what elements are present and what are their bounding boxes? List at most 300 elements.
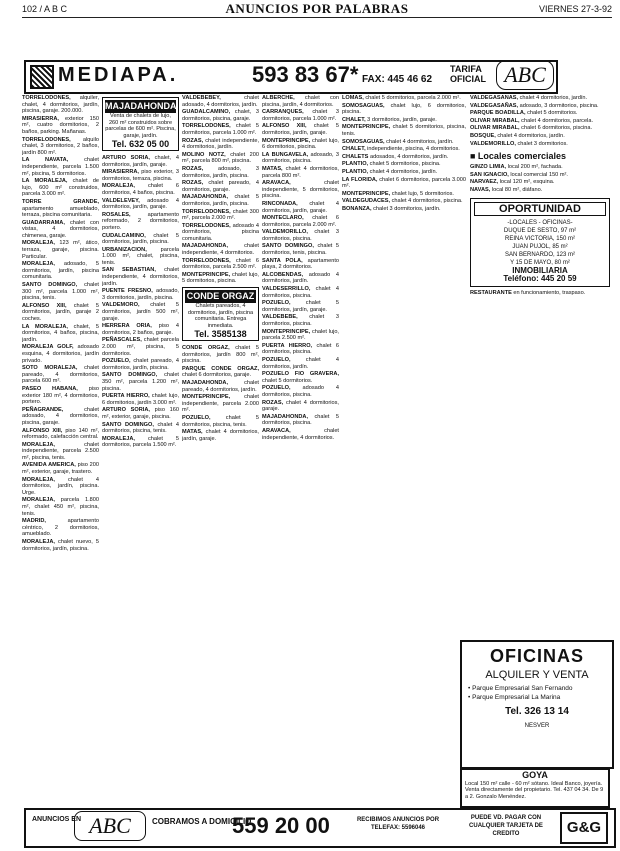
abc-logo: ABC [496,60,554,90]
ad-text: en funcionamiento, traspaso. [513,289,586,296]
ad-text: adosado 4 dormitorios, jardín. [262,271,339,285]
ad-heading: ARAVACA, [262,180,325,187]
classified-ad [182,152,259,165]
classified-ad [262,243,339,256]
ad-heading: MORALEJA, [102,435,148,442]
ad-text: chalet independiente, 4 dormitorios. [182,243,259,257]
display-ad-box [182,287,259,341]
ad-heading: MAJADAHONDA, [182,194,235,201]
banner-fax: FAX: 445 46 62 [362,74,433,85]
column-3 [182,95,259,775]
classified-ad [102,407,179,420]
display-ad-box [102,97,179,151]
ad-text: chalet lujo, parcela 2.500 m². [262,328,339,342]
classified-ad [262,286,339,299]
oficinas-subtitle: ALQUILER Y VENTA [485,669,589,681]
ad-heading: ROZAS, [182,180,209,187]
ad-text: adosado esquina, 4 dormitorios, jardín privado. [22,344,99,364]
ad-text: exterior 150 m², cuatro dormitorios, 2 baños, parking. Mañanas. [22,115,99,135]
classified-ad [262,428,339,441]
ad-heading: MONTEPRINCIPE, [342,124,393,131]
ad-heading: POZUELO, [262,385,303,392]
ad-heading: MORALEJA, [22,497,61,504]
classified-ad [102,288,179,301]
classified-ad [262,343,339,356]
ad-text: chalet 4 dormitorios, parcela 800 m². [262,165,339,179]
ad-text: chalet 5 dormitorios, piscina. [262,413,339,427]
classified-ad [262,300,339,313]
ad-heading: ROZAS, [182,165,218,172]
ad-heading: ROSALES, [102,211,148,218]
classified-ad [102,436,179,449]
ad-heading: VALDELEVEY, [102,197,148,204]
classified-ad [102,198,179,211]
ad-heading: MATAS, [262,165,286,172]
ad-text: chalet adosado, 4 dormitorios, jardín. [182,95,259,108]
ad-heading: MORALEJA, [22,476,68,483]
ad-heading: POZUELO, [262,300,306,307]
ad-heading: MIRASIERRA, [22,115,65,122]
ad-heading: MONTECLARO, [262,215,313,222]
ad-heading: MOLINO NOTZ, [182,151,231,158]
ad-text: chalet 3 dormitorios, piscina. [262,229,339,242]
ad-heading: MORALEJA GOLF, [22,344,78,351]
ad-text: chalet 3 dormitorios. [517,140,568,147]
ad-heading: POZUELO, [262,356,306,363]
ad-text: chalet 6 dormitorios, parcela 3.000 m². [342,176,466,190]
ad-text: chalet 6 dormitorios, parcela 2.500 m². [182,257,259,271]
classified-ad [182,366,259,379]
ad-heading: POZUELO, [182,414,226,421]
ad-heading: LA FLORIDA, [342,176,380,183]
classified-ad [470,110,610,117]
cobramos-label: COBRAMOS A DOMICILIO [152,817,252,826]
ad-text: chalet 300 m², parcela 1.000 m², piscina, tenis. [22,282,99,302]
ad-heading: PUERTA HIERRO, [102,393,152,400]
ad-heading: SANTO DOMINGO, [22,282,85,289]
footer-phone: 559 20 00 [232,813,330,838]
ad-text: adosado, 3 dormitorios, jardín, piscina. [102,288,179,301]
ad-text: chalet 5 dormitorios, piscina, tenis. [182,414,259,428]
ad-heading: CHALETS [342,153,370,160]
ad-text: chalet 300 m², parcela 2.000 m². [182,208,259,222]
classified-ad [22,462,99,475]
classified-ad [262,329,339,342]
ad-text: chalet 5 dormitorios. [262,377,313,384]
ad-heading: MONTEPRINCIPE, [182,271,232,278]
ad-text: chalet pareado, 4 dormitorios, parcela 600 m². [22,365,99,385]
column-1 [22,95,99,775]
classified-ad [22,365,99,385]
ad-heading: ALFONSO XIII, [22,427,66,434]
ad-heading: SANTO DOMINGO, [262,243,318,250]
oportunidad-line: Y 15 DE MAYO, 80 m² [510,259,570,266]
classified-ad [342,103,466,116]
ad-heading: MORALEJA, [22,539,59,545]
classified-ad [22,497,99,517]
mediapa-logo-icon [30,65,54,89]
box-phone: Tel. 632 05 00 [111,139,170,150]
classified-ad [102,212,179,232]
classified-ad [342,117,466,124]
ad-text: parcela 1.800 m², chalet 450 m², piscina, tenis. [22,497,99,517]
ad-text: piso 160 m², exterior, garaje, piscina. [102,407,179,420]
ad-text: chalet 4 dormitorios, jardín. [519,95,588,101]
oportunidad-sub: -LOCALES - OFICINAS- [507,219,573,226]
classified-ad [262,215,339,228]
oportunidad-line: SAN BERNARDO, 123 m² [504,251,576,258]
classified-ad [470,187,610,194]
ad-heading: SAN SEBASTIAN, [102,267,165,274]
classified-ad [262,180,339,200]
ad-heading: NARVAEZ, [470,179,500,186]
classified-ad [22,157,99,177]
ad-text: chalet 5 dormitorios, jardín, garaje. [262,123,339,136]
ad-heading: URBANIZACION, [102,246,161,253]
ad-text: chalet 5 dormitorios, jardín, piscina. [102,232,179,246]
classified-ad [470,133,610,140]
goya-text: Local 150 m² calle - 60 m² sótano. Ideal Banco, joyería. Venta directamente del propietario. Tel. 437 04 34. De 9 a 2. Gonzalo Menéndez. [465,780,604,800]
section-locales: ■ Locales comerciales [470,151,566,162]
ad-text: chalet 5 dormitorios, jardín 500 m², garaje. [102,302,179,322]
classified-ad [102,267,179,287]
ad-heading: AVENIDA AMERICA, [22,462,78,469]
classified-ad [470,95,610,102]
classified-ad [22,518,99,538]
ad-heading: ARTURO SORIA, [102,407,155,414]
ad-text: chalet con vistas, 4 dormitorios, chimenea, garaje. [22,219,99,239]
ad-heading: LA MORALEJA, [22,178,73,185]
classified-ad [342,124,466,137]
classified-ad [470,164,610,171]
ad-text: apartamento reformado, 2 dormitorios, portero. [102,211,179,231]
classified-ad [470,141,610,148]
classified-ad [102,323,179,336]
oportunidad-line: JUAN PUJOL, 85 m² [512,243,568,250]
ad-text: chalet independiente, 5 dormitorios, piscina. [262,180,339,200]
ad-heading: MAJADAHONDA, [182,379,245,386]
ad-text: apartamento playa, 2 dormitorios. [262,257,339,271]
classified-ad [470,125,610,132]
ad-heading: SOTO MORALEJA, [22,365,85,372]
ad-text: chalet lujo, 5 dormitorios. [391,190,454,197]
ad-heading: POZUELO FIO GRAVERA, [262,371,339,378]
classified-ad [262,229,339,242]
classified-ad [22,386,99,406]
classified-ad [182,394,259,414]
ad-text: chalet, 3 dormitorios, piscina, garaje. [182,109,259,122]
ad-text: chalet 5 dormitorios, parcela 2.000 m². [365,95,461,101]
ad-text: local 120 m², esquina. [499,179,555,186]
ad-heading: LA BUNGAVELA, [262,151,311,158]
ad-heading: TORRELODONES, [182,257,236,264]
ad-text: chalet 4 dormitorios, piscina. [391,198,463,205]
classified-ad [102,155,179,168]
classified-ad [342,206,466,213]
classified-ad [182,123,259,136]
classified-ad [262,95,339,108]
ad-text: chalet 4 dormitorios, jardín, garaje. [182,429,259,442]
classified-ad [470,172,610,179]
ad-heading: GUADALCAMINO, [182,109,235,116]
classified-ad [470,118,610,125]
ad-text: chalet pareado, 4 dormitorios, jardín, piscina. [102,358,179,371]
ad-text: chalet lujo, 6 dormitorios, jardín 3.000 m². [102,393,179,406]
ad-text: chalet 6 dormitorios, garaje. [182,372,252,379]
ad-text: chalet 4 dormitorios, jardín. [369,168,438,175]
issue-date: VIERNES 27-3-92 [538,4,612,14]
ad-text: chalet con piscina, jardín, 4 dormitorios. [262,95,339,108]
ad-heading: NAVAS, [470,186,492,193]
ad-heading: SAN IGNACIO, [470,171,511,178]
classified-ad [22,178,99,198]
bullet-icon: • Parque Empresarial San Fernando [468,685,573,692]
ad-heading: LA NAVATA, [22,157,85,164]
classified-ad [22,539,99,552]
classified-ad [262,138,339,151]
ad-text: chalet 4 dormitorios, piscina, tenis. [102,421,179,435]
classified-ad [102,393,179,406]
gg-logo: G&G [560,812,608,844]
ad-heading: MIRASIERRA, [102,169,142,176]
ad-heading: GUADARRAMA, [22,219,70,226]
classified-ad [102,233,179,246]
classified-ad [22,95,99,115]
goya-title: GOYA [522,770,548,780]
oficinas-ad [460,640,614,769]
box-title: CONDE ORGAZ [186,291,255,302]
ad-text: chalet 4 dormitorios, jardín, piscina. Urge. [22,476,99,496]
ad-heading: MORALEJA, [102,183,148,190]
classified-ad [182,380,259,393]
ad-text: chalet 350 m², parcela 1.200 m², piscina. [102,372,179,392]
classified-ad [22,407,99,427]
goya-ad [460,768,610,808]
ad-text: adosado, 3 dormitorios, jardín, piscina. [182,165,259,179]
ad-text: chalet independiente, 4 dormitorios. [262,427,339,441]
classified-ad [182,415,259,428]
ad-heading: VALDEMORILLO, [470,140,518,147]
ad-text: adosado 4 dormitorios, piscina. [262,385,339,398]
ad-text: chalet 5 dormitorios. [527,110,578,117]
oportunidad-ad [470,198,610,287]
classified-ad [22,199,99,219]
ad-text: chalet 5 dormitorios, parcela 1.000 m². [182,123,259,136]
classified-ad [182,180,259,193]
classified-ad [342,95,466,102]
classified-ad [22,428,99,441]
classified-ad [182,223,259,243]
bullet-icon: • Parque Empresarial La Marina [468,694,561,701]
ad-text: apartamento amueblado, terraza, piscina comunitaria. [22,205,99,219]
classified-ad [342,161,466,168]
ad-text: adosado 4 dormitorios, jardín, garaje. [102,197,179,211]
ad-text: adosado, 5 dormitorios, jardín, piscina comunitaria. [22,261,99,281]
ad-heading: SANTO DOMINGO, [102,372,165,379]
ad-heading: PLANTIO, [342,168,370,175]
classified-ad [22,324,99,344]
ad-heading: VALDEGASAÑAS, [470,102,520,109]
ad-heading: MORALEJA, [22,441,85,448]
ad-text: chalet 5 dormitorios, jardín, garaje 2 coches. [22,302,99,322]
box-text: Venta de chalets de lujo, 260 m² construidos sobre parcelas de 600 m². Piscina, garaje, jardín. [105,113,176,139]
ad-heading: VALDEGUDACES, [342,198,392,205]
ad-heading: VALDEBEBEY, [182,95,245,101]
ad-text: chalet 4 dormitorios, garaje. [262,399,339,413]
classified-ad [102,302,179,322]
ad-heading: TORRELODONES, [182,222,233,229]
ad-text: independiente, piscina, 4 dormitorios. [367,146,460,153]
classified-ad [342,169,466,176]
ad-heading: SANTO DOMINGO, [102,421,158,428]
ad-text: chalet 5 dormitorios, piscina, tenis. [342,124,466,137]
classified-ad [102,169,179,182]
classified-ad [262,357,339,370]
anuncios-label: ANUNCIOS EN [32,816,82,823]
classified-ad [182,429,259,442]
ad-heading: CUDALCAMINO, [102,232,154,239]
classified-ad [342,198,466,205]
ad-text: chalet 5 dormitorios, jardín, garaje. [262,300,339,313]
ad-heading: MONTEPRINCIPE, [262,137,312,144]
ad-heading: PEÑAGRANDE, [22,406,85,413]
ad-text: piso 4 dormitorios, 2 baños, garaje. [102,323,179,336]
ad-text: chalet nuevo, 5 dormitorios, jardín, piscina. [22,539,99,552]
box-title: MAJADAHONDA [105,101,177,111]
classified-ad [22,240,99,260]
ad-heading: LOMAS, [342,95,366,101]
ad-heading: ALFONSO XIII, [262,123,314,130]
ad-heading: SOMOSAGUAS, [342,102,391,109]
classified-ad [262,258,339,271]
ad-heading: MONTEPRINCIPE, [262,328,312,335]
classified-ad [182,95,259,108]
ad-heading: TORRE GRANDE, [22,198,99,205]
box-text: Chalets pareados, 4 dormitorios, jardín, piscina comunitaria. Entrega inmediata. [187,303,254,329]
classified-ad [262,371,339,384]
ad-heading: PASEO HABANA, [22,385,89,392]
classified-ad [22,137,99,157]
classified-ad [102,337,179,357]
ad-text: piso exterior 180 m², 4 dormitorios, portero. [22,385,99,406]
ad-heading: POZUELO, [102,358,134,365]
ad-text: adosado, 3 dormitorios, piscina. [262,151,339,165]
classified-ad [470,290,610,297]
classified-ad [22,116,99,136]
ad-heading: ARAVACA, [262,427,325,434]
ad-text: chalet independiente, parcela 1.500 m², piscina, 5 dormitorios. [22,157,99,177]
banner-phone: 593 83 67* [252,62,359,87]
classified-ad [262,201,339,214]
ad-heading: PEÑASCALES, [102,337,144,344]
ad-text: chalet lujo, 6 dormitorios, piscina. [342,102,466,116]
ad-heading: TORRELODONES, [182,208,233,215]
ad-heading: PARQUE BOADILLA, [470,110,528,117]
ad-heading: BONANZA, [342,205,374,212]
ad-heading: CHALET, [342,116,368,123]
column-2 [102,95,179,775]
ad-heading: PUERTA HIERRO, [262,342,317,349]
ad-text: alquilo chalet, 3 dormitorios, 2 baños, jardín 800 m². [22,136,99,156]
ad-text: adosado 4 dormitorios, piscina comunitaria. [182,222,259,242]
oficinas-bullets [468,684,606,702]
classified-ad [342,154,466,161]
classified-ad [182,272,259,285]
ad-text: adosados, 4 dormitorios, jardín. [369,153,449,160]
ad-heading: ALBERCHE, [262,95,305,101]
ad-text: chalet 6 dormitorios, 4 baños, piscina. [102,183,179,196]
classified-ad [182,209,259,222]
ad-heading: MORALEJA, [22,261,64,268]
classified-ad [182,166,259,179]
classified-ad [262,414,339,427]
ad-heading: MONTEPRINCIPE, [342,190,392,197]
ad-heading: TORRELODONES, [22,136,83,143]
ad-text: chalet 3 dormitorios, parcela 1.000 m². [262,109,339,122]
ad-text: chalet independiente, parcela 2.000 m². [182,394,259,414]
ad-text: chalet pareado, 4 dormitorios, garaje. [182,180,259,193]
ad-heading: MATAS, [182,429,206,436]
classified-ad [342,191,466,198]
classified-ad [22,344,99,364]
classified-ad [22,303,99,323]
page-number: 102 / A B C [22,4,68,14]
classified-ad [182,109,259,122]
ad-text: chalet independiente, parcela 2.500 m², piscina, tenis. [22,441,99,461]
oportunidad-title: OPORTUNIDAD [474,202,606,216]
classified-ad [470,103,610,110]
ad-heading: GINZO LIMIA, [470,164,508,171]
ad-heading: ROZAS, [262,399,286,406]
classified-ad [182,194,259,207]
classified-ad [182,258,259,271]
ad-text: chalet 5 dormitorios, jardín, piscina. [182,194,259,207]
ad-heading: PARQUE CONDE ORGAZ, [182,365,259,372]
classified-ad [102,183,179,196]
ad-text: adosado, 3 dormitorios, piscina. [519,102,599,109]
ad-text: chalet 3 dormitorios, jardín. [373,205,441,212]
mediapa-banner [24,60,558,94]
ad-heading: CARRANQUES, [262,109,313,116]
ad-text: chalet 5 dormitorios, jardín 800 m², piscina. [182,345,259,365]
credit-card-label: PUEDE VD. PAGAR CON CUALQUIER TARJETA DE CREDITO [469,815,543,837]
classified-ad [22,442,99,462]
classified-ad [22,477,99,497]
ad-text: chalet 4 dormitorios, jardín, garaje. [262,200,339,214]
oportunidad-phone: Teléfono: 445 20 59 [503,273,577,283]
column-5 [342,95,466,775]
telefax-label: RECIBIMOS ANUNCIOS POR TELEFAX: 5596046 [356,817,440,831]
ad-heading: VALDESERRILLO, [262,286,316,293]
column-4 [262,95,339,775]
ad-heading: VALDEMORILLO, [262,229,315,236]
ad-heading: VALDEMORO, [102,302,151,309]
ad-text: chalet 3 dormitorios, piscina. [262,314,339,327]
ad-text: parcela 1.000 m², chalet, piscina, tenis. [102,246,179,266]
classified-ad [22,220,99,240]
abc-footer-logo: ABC [74,811,146,841]
ad-heading: PUENTE FRESNO, [102,288,156,295]
classified-ad [182,345,259,365]
ad-text: local 80 m², diáfano. [491,186,543,193]
ad-text: chalet, 4 dormitorios, jardín, garaje. [102,154,179,168]
ad-text: chalet lujo, 5 dormitorios, piscina. [182,271,259,285]
ad-text: piso exterior, 3 dormitorios, terraza, piscina. [102,169,179,182]
ad-heading: SANTA POLA, [262,257,308,264]
classified-ad [102,422,179,435]
classified-ad [342,139,466,146]
ad-text: chalet, 5 dormitorios, 4 baños, piscina, jardín. [22,323,99,343]
